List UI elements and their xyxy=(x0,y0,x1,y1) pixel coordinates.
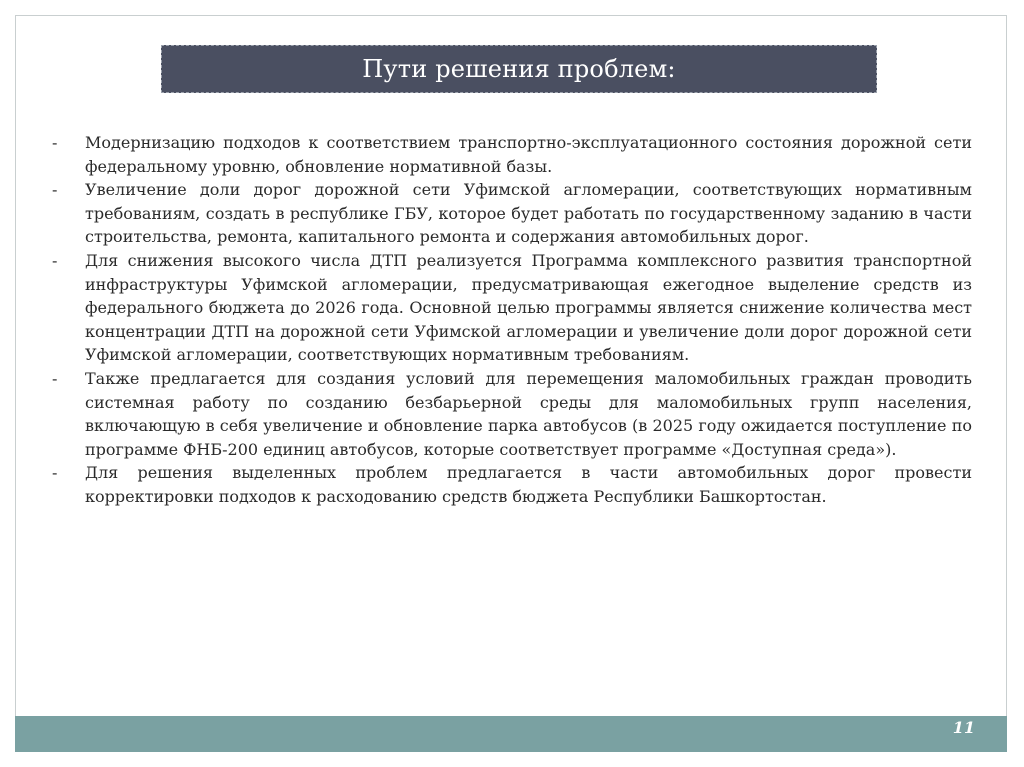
list-item-text: Модернизацию подходов к соответствием транспортно-эксплуатационного состояния дорожной сети федеральному уровню, обновление нормативной базы. xyxy=(85,133,972,176)
list-item-text: Для решения выделенных проблем предлагается в части автомобильных дорог провести корректировки подходов к расходованию средств бюджета Республики Башкортостан. xyxy=(85,463,972,506)
slide-title: Пути решения проблем: xyxy=(362,55,676,83)
bullet-marker: - xyxy=(52,368,58,388)
bullet-list xyxy=(52,131,972,509)
title-bar xyxy=(161,45,877,93)
bullet-marker: - xyxy=(52,463,58,483)
list-item xyxy=(52,461,972,508)
list-item xyxy=(52,249,972,367)
bullet-marker: - xyxy=(52,250,58,270)
list-item-text: Также предлагается для создания условий для перемещения маломобильных граждан проводить системная работу по созданию безбарьерной среды для маломобильных групп населения, включающую в себя увеличение и обновление парка автобусов (в 2025 году ожидается поступление по программе ФНБ-200 единиц автобусов, которые соответствует программе «Доступная среда»). xyxy=(85,368,972,459)
bullet-marker: - xyxy=(52,133,58,152)
list-item xyxy=(52,178,972,249)
page-number: 11 xyxy=(952,718,975,737)
bullet-marker: - xyxy=(52,180,58,200)
list-item xyxy=(52,131,972,178)
list-item-text: Для снижения высокого числа ДТП реализуется Программа комплексного развития транспортной инфраструктуры Уфимской агломерации, предусматривающая ежегодное выделение средств из федерального бюджета до 2026 года. Основной целью программы является снижение количества мест концентрации ДТП на дорожной сети Уфимской агломерации и увеличение доли дорог дорожной сети Уфимской агломерации, соответствующих нормативным требованиям. xyxy=(85,250,972,365)
list-item-text: Увеличение доли дорог дорожной сети Уфимской агломерации, соответствующих нормативным требованиям, создать в республике ГБУ, которое будет работать по государственному заданию в части строительства, ремонта, капитального ремонта и содержания автомобильных дорог. xyxy=(85,180,972,247)
footer-band xyxy=(15,716,1007,752)
list-item xyxy=(52,367,972,461)
